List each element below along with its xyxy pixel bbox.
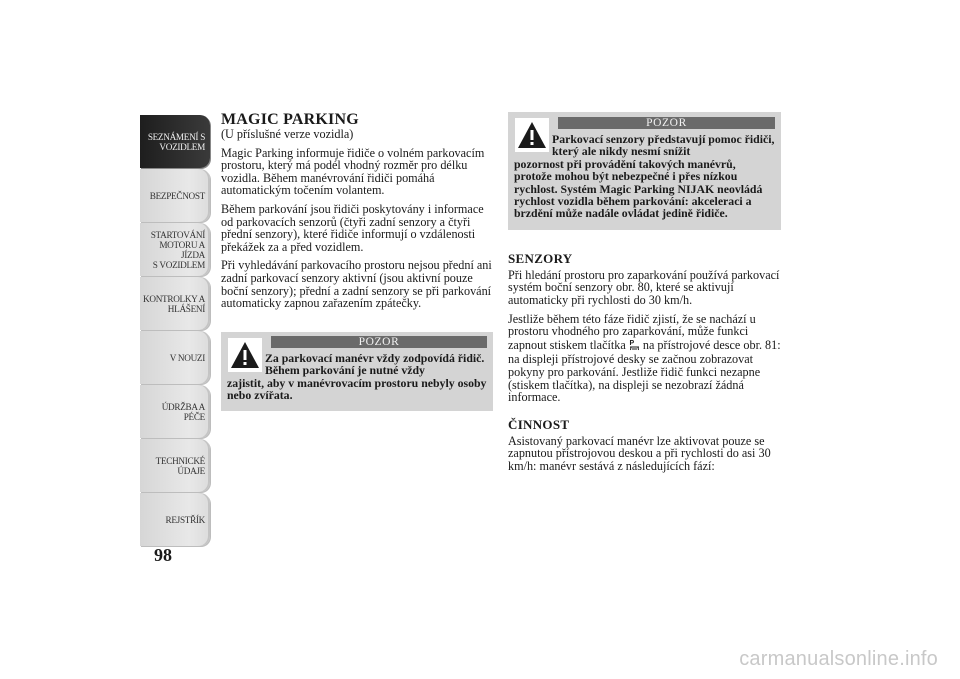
paragraph: Asistovaný parkovací manévr lze aktivovat pouze se zapnutou přístrojovou deskou a při rychlosti do asi 30 km/h: manévr sestává z následujících fází: [508,433,771,473]
paragraph: Magic Parking informuje řidiče o volném parkovacím prostoru, který má podél vhodný rozměr pro délku vozidla. Během manévrování řidiči pomáhá automatickým točením volantem. [221,145,485,198]
tab-bezpecnost[interactable]: BEZPEČNOST [140,169,210,222]
heading-cinnost: ČINNOST [508,416,570,432]
warning-text [514,133,775,220]
tab-startovani-motoru[interactable]: STARTOVÁNÍ MOTORU A JÍZDA S VOZIDLEM [140,223,210,276]
paragraph-text: Jestliže během této fáze řidič zjistí, že se nachází u prostoru vhodného pro zaparkování, může funkci zapnout stiskem tlačítka [508,311,756,352]
section-subtitle: (U příslušné verze vozidla) [221,127,354,141]
page-number: 98 [154,545,172,565]
tab-seznameni-s-vozidlem[interactable]: SEZNÁMENÍ S VOZIDLEM [140,115,210,168]
warning-text-rest: pozornost při provádění takových manévrů, protože mohou být nebezpečné i přes nízkou rychlost. Systém Magic Parking NIJAK neovládá rychlost vozidla během parkování: akceleraci a brzdění může nadále ovládat jedině řidiče. [514,156,763,221]
paragraph: Při vyhledávání parkovacího prostoru nejsou přední ani zadní parkovací senzory aktivní (jsou aktivní pouze boční senzory); přední a zadní senzory se při parkování automaticky zapnou zařazením zpátečky. [221,258,492,311]
left-column [221,112,493,411]
warning-box [221,332,493,412]
warning-triangle-icon [515,118,549,152]
warning-text [227,352,487,402]
warning-box [508,112,781,230]
parking-button-icon [629,338,640,354]
tab-v-nouzi[interactable]: V NOUZI [140,331,210,384]
chapter-tabs [140,115,210,547]
warning-heading: POZOR [558,117,775,129]
tab-technicke-udaje[interactable]: TECHNICKÉ ÚDAJE [140,439,210,492]
warning-text-rest: zajistit, aby v manévrovacím prostoru nebyly osoby nebo zvířata. [227,375,487,402]
heading-senzory: SENZORY [508,250,573,266]
right-column [508,112,781,479]
warning-heading: POZOR [271,336,487,348]
tab-kontrolky-a-hlaseni[interactable]: KONTROLKY A HLÁŠENÍ [140,277,210,330]
paragraph: Při hledání prostoru pro zaparkování používá parkovací systém boční senzory obr. 80, které se aktivují automaticky při rychlosti do 30 km/h. [508,267,780,308]
warning-triangle-icon [228,338,262,372]
warning-text-first: Za parkovací manévr vždy zodpovídá řidič. Během parkování je nutné vždy [265,350,485,378]
paragraph: Během parkování jsou řidiči poskytovány i informace od parkovacích senzorů (čtyři zadní senzory a čtyři přední senzory), které řidiče informují o vzdálenosti překážek za a před vozidlem. [221,201,484,254]
section-title: MAGIC PARKING [221,111,359,128]
paragraph [508,313,781,404]
tab-udrzba-a-pece[interactable]: ÚDRŽBA A PÉČE [140,385,210,438]
svg-text:P: P [629,339,634,347]
tab-rejstrik[interactable]: REJSTŘÍK [140,493,210,546]
paragraph-text: na přístrojové desce obr. 81: na displeji přístrojové desky se začnou zobrazovat pokyny pro parkování. Jestliže řidič funkci nezapne (stiskem tlačítka), na displeji se nezobrazí žádná informace. [508,337,781,405]
warning-text-first: Parkovací senzory představují pomoc řidiči, který ale nikdy nesmí snížit [552,132,775,159]
watermark: carmanualsonline.info [739,648,938,670]
